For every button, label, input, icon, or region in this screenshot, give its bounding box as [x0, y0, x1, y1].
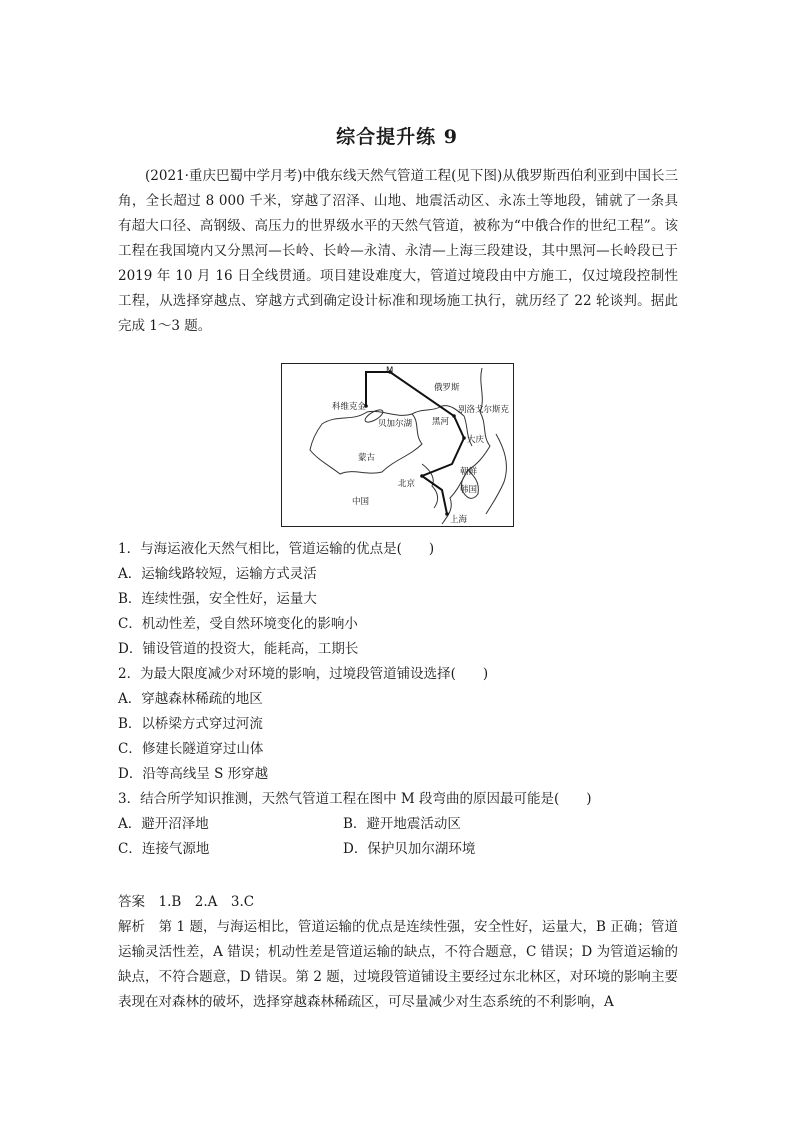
explanation-paragraph: 解析 第 1 题，与海运相比，管道运输的优点是连续性强，安全性好，运量大，B 正确；管道运输灵活性差，A 错误；机动性差是管道运输的缺点，不符合题意，C 错误；D 为管道运输的缺点，不符合题意，D 错误。第 2 题，过境段管道铺设主要经过东北林区，对环境的影响主要表现在对森林的破坏，选择穿越森林稀疏区，可尽量减少对生态系统的不利影响，A: [118, 919, 678, 1010]
blagoveshchensk-point: [452, 414, 456, 418]
daqing-point: [462, 436, 466, 440]
label-beijing: 北京: [398, 479, 416, 489]
label-blagoveshchensk: 别洛戈尔斯克: [458, 405, 510, 415]
label-m: M: [386, 366, 394, 376]
pipeline-route: [366, 372, 464, 514]
japan-islands: [486, 434, 506, 514]
question-2-option-c: C．修建长隧道穿过山体: [118, 741, 264, 757]
label-kovykta: 科维克金: [332, 402, 367, 412]
question-3-option-b: B．避开地震活动区: [343, 816, 461, 832]
page-title: 综合提升练 9: [336, 126, 458, 148]
question-3-options-row-2: [118, 837, 678, 862]
question-3-option-c: C．连接气源地: [118, 841, 210, 857]
label-korea-north: 朝鲜: [460, 467, 478, 477]
label-china: 中国: [352, 497, 370, 507]
label-baikal: 贝加尔湖: [378, 419, 413, 429]
label-heihe: 黑河: [432, 417, 450, 427]
question-1-option-b: B．连续性强，安全性好，运量大: [118, 591, 317, 607]
label-daqing: 大庆: [467, 435, 485, 445]
question-2-option-d: D．沿等高线呈 S 形穿越: [118, 766, 269, 782]
intro-paragraph: (2021·重庆巴蜀中学月考)中俄东线天然气管道工程(见下图)从俄罗斯西伯利亚到中国长三角，全长超过 8 000 千米，穿越了沼泽、山地、地震活动区、永冻土等地段，铺就了一条具有超大口径、高钢级、高压力的世界级水平的天然气管道，被称为“中俄合作的世纪工程”。该工程在我国境内又分黑河—长岭、长岭—永清、永清—上海三段建设，其中黑河—长岭段已于 2019 年 10 月 16 日全线贯通。项目建设难度大，管道过境段由中方施工，仅过境段控制性工程，从选择穿越点、穿越方式到确定设计标准和现场施工执行，就历经了 22 轮谈判。据此完成 1～3 题。: [118, 168, 678, 334]
question-3-stem: 3．结合所学知识推测，天然气管道工程在图中 M 段弯曲的原因最可能是( ): [118, 791, 592, 807]
question-2-stem: 2．为最大限度减少对环境的影响，过境段管道铺设选择( ): [118, 666, 489, 682]
answer-line: 答案 1.B 2.A 3.C: [118, 894, 255, 910]
question-3-option-a: A．避开沼泽地: [118, 816, 209, 832]
beijing-point: [420, 474, 424, 478]
question-3-option-d: D．保护贝加尔湖环境: [343, 841, 476, 857]
question-1-stem: 1．与海运液化天然气相比，管道运输的优点是( ): [118, 541, 435, 557]
label-russia: 俄罗斯: [434, 383, 460, 393]
question-1-option-d: D．铺设管道的投资大，能耗高，工期长: [118, 641, 359, 657]
label-mongolia: 蒙古: [358, 453, 376, 463]
question-1-option-c: C．机动性差，受自然环境变化的影响小: [118, 616, 358, 632]
question-3-options-row-1: [118, 812, 678, 837]
pipeline-map-figure: [281, 363, 514, 527]
label-shanghai: 上海: [450, 515, 468, 525]
shanghai-point: [445, 512, 449, 516]
question-2-option-b: B．以桥梁方式穿过河流: [118, 716, 263, 732]
question-1-option-a: A．运输线路较短，运输方式灵活: [118, 566, 317, 582]
question-2-option-a: A．穿越森林稀疏的地区: [118, 691, 263, 707]
label-korea-south: 韩国: [460, 485, 478, 495]
pipeline-map: [282, 364, 513, 526]
questions-block: [118, 537, 678, 862]
